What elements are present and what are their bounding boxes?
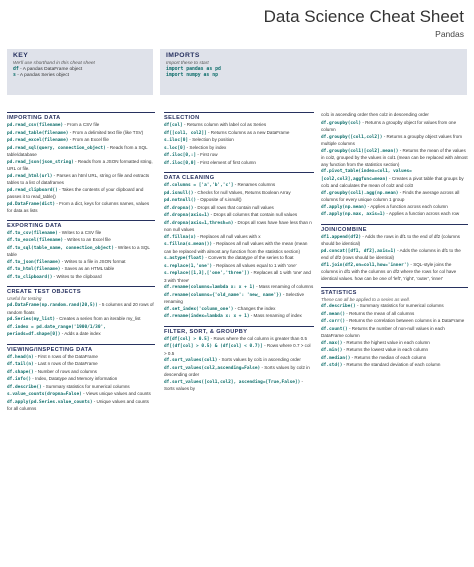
cheat-entry (7, 369, 155, 377)
page-title: Data Science Cheat Sheet (263, 7, 464, 26)
imports-heading: IMPORTS (166, 52, 200, 59)
cheat-entry (321, 148, 468, 169)
entry-code: df.apply(pd.Series.value_counts) (7, 399, 93, 405)
cheat-entry (7, 230, 155, 238)
entry-description: - Returns a groupby object for values from one column (321, 119, 457, 132)
entry-code: df[col] (164, 123, 183, 128)
entry-code: s.astype(float) (164, 256, 205, 261)
cheat-entry (164, 255, 314, 263)
entry-code: df.describe() (7, 384, 42, 390)
entry-description: - Mass renaming of index (249, 313, 302, 318)
entry-description: - Last n rows of the DataFrame (33, 361, 98, 366)
cheat-entry (164, 263, 314, 271)
entry-description: - Returns the correlation between columns in a DataFrame (345, 318, 465, 323)
entry-description: - Unique values and counts for all columns (7, 398, 149, 411)
entry-code: df.mean() (321, 311, 346, 317)
cheat-section (164, 326, 314, 393)
entry-code: df.sort_values(col1) (164, 358, 218, 363)
cheat-entry (321, 211, 468, 219)
entry-description: - Returns the standard deviation of each column (342, 362, 441, 367)
entry-code: df.iloc[0,0] (164, 160, 197, 166)
key-line-code: df (13, 67, 19, 72)
entry-description: - Reads from a JSON formatted string, URL or file. (7, 158, 153, 171)
entry-code: df.index = pd.date_range('1900/1/30', periods=df.shape[0]) (7, 324, 106, 337)
cheat-section (7, 344, 155, 413)
entry-code: pd.DataFrame(np.random.rand(20,5)) (7, 303, 98, 308)
imports-intro: Import these to start (166, 61, 209, 66)
entry-code: df.rename(columns={'old_name': 'new_ name'}) (164, 292, 282, 298)
cheat-entry (7, 201, 155, 215)
entry-code: pd.read_html(url) (7, 173, 53, 179)
cheat-entry (164, 343, 314, 357)
cheat-entry (164, 130, 314, 138)
cheat-entry (164, 313, 314, 321)
entry-description: - First n rows of the DataFrame (33, 353, 98, 359)
key-line (7, 72, 153, 78)
cheat-entry (7, 384, 155, 392)
entry-description: - Replaces all null values with x (196, 233, 261, 239)
entry-code: df.info() (7, 377, 32, 382)
entry-description: - Selection by index (185, 144, 227, 150)
section-heading: STATISTICS (321, 287, 468, 296)
cheat-entry (164, 137, 314, 145)
cheat-entry (164, 160, 314, 168)
cheat-entry (164, 306, 314, 314)
cheat-entry (321, 303, 468, 311)
cheat-entry (164, 190, 314, 198)
cheat-entry (164, 182, 314, 190)
entry-code: pd.read_table(filename) (7, 130, 69, 136)
entry-description: - Opposite of s.isnull() (196, 197, 242, 202)
entry-description: - Returns column with label col as Series (182, 122, 267, 127)
entry-description: - Index, Datatype and Memory information (31, 376, 118, 381)
cheat-entry (321, 340, 468, 348)
entry-code: df.columns = ['a','b','c'] (164, 183, 234, 188)
entry-code: s.replace(1,'one') (164, 263, 213, 269)
cheat-entry (164, 357, 314, 365)
entry-description: - Saves as an HTML table (60, 266, 115, 271)
entry-code: df.sort_values(col2,ascending=False) (164, 365, 261, 371)
cheat-entry (321, 112, 468, 120)
cheat-entry (164, 270, 314, 284)
entry-description: - Applies a function across each row (385, 211, 460, 216)
entry-description: - Summary statistics for numerical columns (355, 303, 444, 308)
cheat-entry (321, 234, 468, 248)
cheat-entry (7, 145, 155, 159)
cheat-section (7, 286, 155, 339)
cheat-entry (164, 197, 314, 205)
entry-code: df.dropna(axis=1,thresh=n) (164, 220, 234, 226)
cheat-entry (164, 145, 314, 153)
entry-code: df.to_csv(filename) (7, 230, 58, 236)
cheat-section (7, 220, 155, 282)
entry-code: df[[col1, col2]] (164, 130, 207, 136)
entry-description: - Applies a function across each column (366, 203, 448, 209)
entry-code: pd.concat([df1, df2],axis=1) (321, 248, 396, 254)
entry-description: - Drops all rows have have less than n non null values (164, 219, 312, 232)
cheat-section (164, 172, 314, 321)
entry-description: - Returns the median of each column (350, 354, 427, 360)
entry-code: df.apply(np.max, axis=1) (321, 212, 386, 217)
section-heading: IMPORTING DATA (7, 112, 155, 121)
cheat-entry (321, 355, 468, 363)
entry-description: - Writes to a file in JSON format (60, 258, 126, 264)
entry-code: df.iloc[0,:] (164, 153, 197, 158)
key-line-desc: - A pandas Series object (15, 73, 69, 78)
entry-description: - Writes to the clipboard (52, 273, 102, 279)
cheat-entry (321, 318, 468, 326)
cheat-entry (321, 168, 468, 190)
entry-code: df.tail(n) (7, 362, 34, 367)
cheat-entry (7, 122, 155, 130)
entry-code: s.fillna(s.mean()) (164, 242, 213, 247)
entry-code: df.head(n) (7, 354, 34, 360)
entry-description: - Sorts values by col1 in ascending order (217, 357, 301, 362)
page-subtitle: Pandas (435, 29, 464, 39)
entry-code: df.describe() (321, 304, 356, 309)
cheat-entry (7, 376, 155, 384)
entry-description: - Replaces all values equal to 1 with 'one' (212, 262, 297, 268)
entry-code: df.to_sql(table_name, connection_object) (7, 245, 114, 251)
cheat-section (164, 112, 314, 167)
entry-code: pd.read_csv(filename) (7, 123, 64, 128)
entry-code: pd.read_sql(query, connection_object) (7, 145, 106, 151)
entry-code: df1.append(df2) (321, 234, 362, 240)
entry-description: - Views unique values and counts (81, 391, 151, 396)
entry-description: - Drops all rows that contain null values (193, 204, 274, 210)
entry-code: df.to_excel(filename) (7, 238, 64, 243)
section-note: These can all be applied to a series as well. (321, 297, 410, 302)
page-header (0, 0, 474, 48)
entry-code: pd.read_json(json_string) (7, 159, 74, 165)
entry-description: - Renames columns (233, 182, 276, 187)
entry-code: df.rename(columns=lambda x: x + 1) (164, 285, 255, 290)
cheat-entry (164, 212, 314, 220)
key-line-code: s (13, 73, 16, 78)
entry-description: - Number of rows and columns (33, 368, 97, 374)
entry-description: - Creates a series from an iterable my_list (55, 316, 141, 321)
cheat-entry (164, 284, 314, 292)
cheat-entry (164, 365, 314, 379)
cheat-entry (7, 237, 155, 245)
entry-code: df.pivot_table(index=col1, values=[col2,col3],aggfunc=mean) (321, 169, 412, 182)
section-heading: SELECTION (164, 112, 314, 121)
cheat-entry (321, 190, 468, 204)
key-line-desc: - A pandas DataFrame object (18, 67, 83, 72)
entry-description: - Returns a groupby object values from multiple columns (321, 133, 463, 146)
entry-code: s.loc[0] (164, 145, 186, 151)
section-heading: FILTER, SORT, & GROUPBY (164, 326, 314, 335)
entry-code: s.replace([1,3],['one','three']) (164, 271, 250, 276)
entry-code: df[df[col] > 0.5] (164, 336, 210, 342)
cheat-entry (321, 347, 468, 355)
key-heading: KEY (13, 52, 29, 59)
entry-code: pd.isnull() (164, 190, 194, 196)
entry-code: pd.notnull() (164, 198, 197, 203)
entry-description: - Summary statistics for numerical columns (41, 383, 130, 389)
cheat-entry (7, 354, 155, 362)
column-left (7, 112, 155, 418)
entry-description: col1 in ascending order then col2 in descending order (321, 112, 429, 117)
cheat-entry (7, 130, 155, 138)
cheat-entry (7, 361, 155, 369)
entry-code: df.sort_values([col1,col2], ascending=[True,False]) (164, 379, 301, 385)
cheat-entry (7, 173, 155, 187)
cheat-entry (7, 274, 155, 282)
cheat-entry (164, 292, 314, 306)
entry-code: df.to_clipboard() (7, 274, 53, 280)
cheat-entry (7, 324, 155, 339)
entry-description: - From an Excel file (68, 137, 109, 142)
entry-description: - Returns Columns as a new DataFrame (206, 129, 290, 135)
entry-description: - Mass renaming of columns (254, 284, 314, 289)
entry-description: - Returns the number of non-null values in each DataFrame column (321, 325, 445, 338)
entry-description: - Returns the mean of all columns (345, 310, 415, 316)
entry-description: - Parses an html URL, string or file and extracts tables to a list of dataframes (7, 172, 150, 185)
cheat-entry (321, 120, 468, 134)
cheat-entry (7, 391, 155, 399)
entry-description: - Checks for null Values, Returns Boolean Array (193, 189, 291, 195)
imports-line-code: import numpy as np (166, 73, 218, 78)
cheat-entry (164, 205, 314, 213)
entry-code: df.corr() (321, 319, 346, 324)
cheat-entry (7, 259, 155, 267)
cheat-entry (7, 399, 155, 413)
entry-description: - Selection by position (188, 137, 234, 142)
cheat-entry (7, 187, 155, 201)
entry-description: - Rows where the col column is greater than 0.5 (209, 335, 307, 341)
cheat-entry (321, 262, 468, 283)
cheat-entry (321, 134, 468, 148)
entry-description: - Writes to a SQL table (7, 244, 150, 257)
entry-description: - Returns the mean of the values in col2, grouped by the values in col1 (mean can be replaced with almost any function from the statistics section) (321, 147, 468, 167)
cheat-section (7, 112, 155, 215)
cheat-entry (164, 152, 314, 160)
entry-code: df.median() (321, 355, 351, 361)
entry-code: df.to_html(filename) (7, 267, 61, 272)
entry-description: - Adds the columns in df1 to the end of df2 (rows should be identical) (321, 247, 461, 260)
cheat-entry (7, 302, 155, 316)
imports-line-code: import pandas as pd (166, 67, 221, 72)
cheat-entry (164, 234, 314, 242)
cheat-section (321, 112, 468, 219)
entry-description: - Sorts values by (164, 378, 304, 391)
cheat-entry (321, 362, 468, 370)
cheat-entry (321, 204, 468, 212)
cheat-entry (7, 159, 155, 173)
entry-code: df.max() (321, 340, 343, 346)
entry-description: - Replaces all 1 with 'one' and 3 with 'three' (164, 270, 311, 283)
key-intro: We'll use shorthand in this cheat sheet (13, 61, 95, 66)
cheat-entry (164, 336, 314, 344)
entry-description: - Writes to an Excel file (63, 237, 111, 242)
entry-description: - Takes the contents of your clipboard and passes it to read_table() (7, 186, 144, 199)
entry-code: s.value_counts(dropna=False) (7, 392, 82, 397)
entry-description: - First element of first column (196, 159, 256, 165)
entry-code: df[(df[col] > 0.5) & (df[col] < 0.7)] (164, 344, 263, 349)
entry-description: - From a dict, keys for columns names, values for data as lists (7, 200, 150, 213)
entry-description: - From a delimited text file (like TSV) (68, 129, 144, 135)
cheat-entry (321, 311, 468, 319)
entry-code: df.to_json(filename) (7, 259, 61, 265)
column-middle (164, 112, 314, 398)
entry-code: pd.read_clipboard() (7, 187, 58, 193)
imports-line (160, 72, 467, 78)
entry-description: - Drops all columns that contain null values (209, 212, 298, 217)
cheat-entry (164, 241, 314, 255)
column-right (321, 112, 468, 375)
cheat-entry (164, 220, 314, 234)
entry-description: - Adds the rows in df1 to the end of df2 (columns should be identical) (321, 233, 460, 246)
entry-code: df.rename(index=lambda x: x + 1) (164, 314, 250, 319)
entry-code: df.set_index('column_one') (164, 306, 234, 312)
entry-code: df.min() (321, 348, 343, 353)
entry-code: pd.DataFrame(dict) (7, 201, 56, 207)
cheat-entry (164, 379, 314, 393)
entry-code: df1.join(df2,on=col1,how='inner') (321, 262, 410, 268)
entry-description: - Selective renaming (164, 291, 305, 304)
entry-code: df.groupby(col1).agg(np.mean) (321, 190, 399, 196)
entry-code: df.shape() (7, 369, 34, 375)
entry-code: df.count() (321, 326, 348, 332)
entry-description: - Finds the average across all columns for every unique column 1 group (321, 189, 460, 202)
cheat-entry (321, 248, 468, 262)
entry-description: - SQL-style joins the columns in df1 with the columns on df2 where the rows for col have identical values. how can be one of 'left', 'right', 'outer', 'inner' (321, 261, 457, 281)
entry-code: pd.Series(my_list) (7, 317, 56, 322)
entry-code: df.groupby(col) (321, 120, 362, 126)
section-heading: CREATE TEST OBJECTS (7, 286, 155, 295)
entry-description: - Reads from a SQL table/database (7, 144, 148, 157)
entry-code: pd.read_excel(filename) (7, 138, 69, 143)
entry-description: - From a CSV file (63, 122, 100, 127)
entry-code: df.std() (321, 363, 343, 368)
section-heading: JOIN/COMBINE (321, 224, 468, 233)
entry-code: df.apply(np.mean) (321, 204, 367, 210)
cheat-section (321, 224, 468, 283)
entry-description: - First row (196, 152, 218, 157)
entry-code: df.groupby(col1)[col2].mean() (321, 148, 399, 154)
entry-description: - Returns the highest value in each column (342, 339, 430, 345)
cheat-entry (164, 122, 314, 130)
entry-description: - Writes to a CSV file (57, 229, 102, 235)
entry-code: df.dropna() (164, 205, 194, 211)
entry-description: - 5 columns and 20 rows of random floats (7, 302, 154, 315)
cheat-entry (321, 326, 468, 340)
cheat-entry (7, 266, 155, 274)
cheat-entry (7, 137, 155, 145)
cheat-entry (7, 316, 155, 324)
cheat-entry (7, 245, 155, 259)
entry-description: - Replaces all null values with the mean (mean can be replaced with almost any function from the statistics section) (164, 241, 308, 254)
entry-description: - Rows where 0.7 > col > 0.5 (164, 343, 311, 356)
section-note: Useful for testing (7, 296, 42, 301)
cheat-section (321, 287, 468, 370)
entry-description: - Returns the lowest value in each column (342, 347, 429, 352)
key-box (7, 49, 153, 95)
entry-code: df.groupby([col1,col2]) (321, 134, 383, 140)
imports-box (160, 49, 467, 95)
entry-description: - Sorts values by col2 in descending order (164, 364, 310, 377)
section-heading: VIEWING/INSPECTING DATA (7, 344, 155, 353)
section-heading: EXPORTING DATA (7, 220, 155, 229)
entry-description: - Creates a pivot table that groups by col1 and calculates the mean of col2 and col3 (321, 175, 464, 188)
entry-description: - Adds a date index (60, 331, 101, 336)
entry-code: df.dropna(axis=1) (164, 213, 210, 218)
entry-code: df.fillna(x) (164, 234, 197, 240)
entry-code: s.iloc[0] (164, 138, 189, 143)
entry-description: - Converts the datatype of the series to float (204, 255, 294, 260)
entry-description: - Changes the index (233, 305, 276, 311)
section-heading: DATA CLEANING (164, 172, 314, 181)
